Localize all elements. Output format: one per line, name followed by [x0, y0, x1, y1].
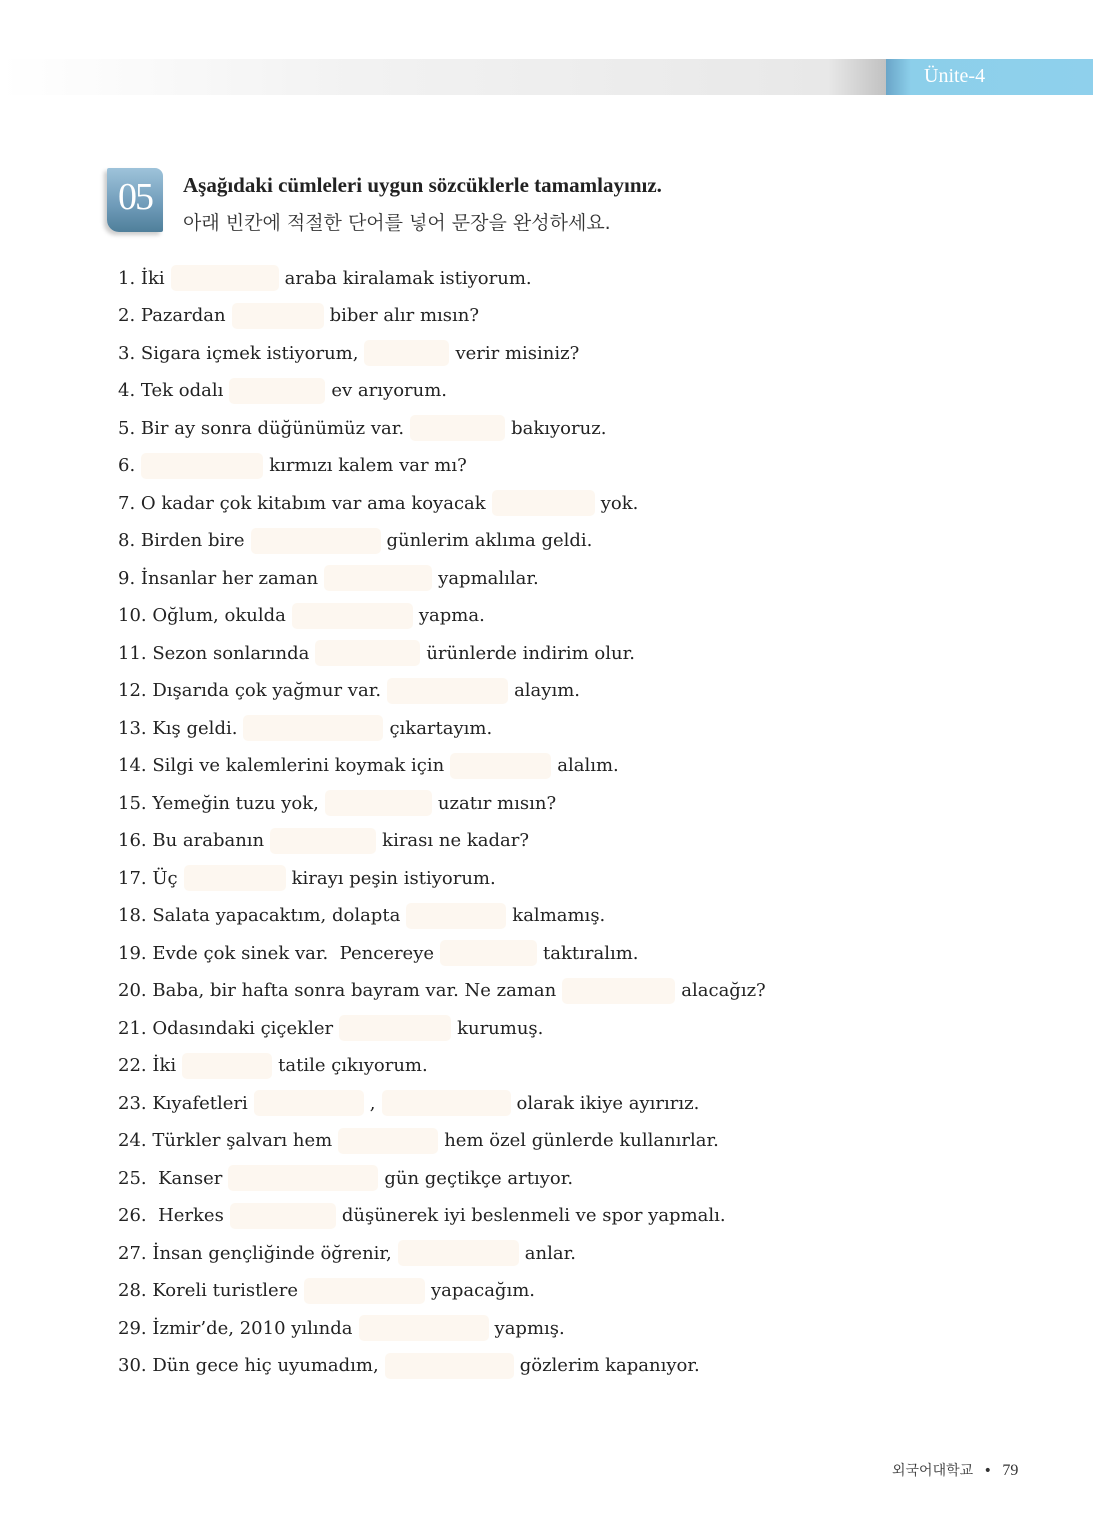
item-text: yok. — [600, 492, 639, 514]
answer-blank[interactable] — [492, 490, 595, 516]
item-text: alalım. — [557, 755, 619, 776]
item-text: yapma. — [418, 605, 485, 626]
footer-separator: • — [983, 1463, 992, 1479]
exercise-item — [118, 339, 579, 367]
item-text: gözlerim kapanıyor. — [519, 1355, 700, 1376]
item-text: çıkartayım. — [389, 717, 493, 739]
answer-blank[interactable] — [562, 978, 675, 1004]
exercise-item — [118, 1014, 543, 1042]
item-text: , — [369, 1092, 376, 1114]
exercise-item — [118, 1089, 699, 1117]
item-text: 30. Dün gece hiç uyumadım, — [118, 1355, 379, 1376]
item-text: 2. Pazardan — [118, 305, 226, 326]
item-text: biber alır mısın? — [329, 305, 480, 326]
exercise-item — [118, 977, 766, 1005]
item-text: 19. Evde çok sinek var. Pencereye — [118, 942, 435, 964]
exercise-item — [118, 489, 638, 517]
item-text: 17. Üç — [118, 867, 178, 889]
answer-blank[interactable] — [232, 303, 324, 329]
item-text: kurumuş. — [457, 1017, 544, 1039]
exercise-item — [118, 864, 496, 892]
exercise-item — [118, 264, 532, 292]
answer-blank[interactable] — [398, 1240, 519, 1266]
item-text: 18. Salata yapacaktım, dolapta — [118, 905, 401, 926]
exercise-item — [118, 1239, 576, 1267]
item-text: 3. Sigara içmek istiyorum, — [118, 342, 359, 364]
answer-blank[interactable] — [270, 828, 376, 854]
item-text: anlar. — [524, 1242, 576, 1264]
exercise-item — [118, 1277, 535, 1305]
exercise-item — [118, 752, 619, 780]
item-text: uzatır mısın? — [437, 792, 557, 814]
answer-blank[interactable] — [338, 1128, 438, 1154]
item-text: yapmış. — [494, 1317, 565, 1339]
answer-blank[interactable] — [171, 265, 279, 291]
exercise-item — [118, 377, 447, 405]
exercise-number: 05 — [118, 176, 152, 218]
item-text: 8. Birden bire — [118, 530, 245, 551]
item-text: 29. İzmir’de, 2010 yılında — [118, 1317, 353, 1339]
answer-blank[interactable] — [387, 678, 508, 704]
answer-blank[interactable] — [141, 453, 263, 479]
exercise-title: Aşağıdaki cümleleri uygun sözcüklerle tamamlayınız. — [183, 173, 662, 197]
item-text: kirayı peşin istiyorum. — [291, 867, 496, 889]
answer-blank[interactable] — [292, 603, 413, 629]
item-text: 9. İnsanlar her zaman — [118, 567, 319, 589]
item-text: alacağız? — [681, 980, 766, 1001]
item-text: kalmamış. — [512, 905, 606, 926]
answer-blank[interactable] — [184, 865, 286, 891]
item-text: kirası ne kadar? — [382, 830, 529, 851]
answer-blank[interactable] — [385, 1353, 514, 1379]
item-text: günlerim aklıma geldi. — [386, 530, 593, 551]
item-text: 24. Türkler şalvarı hem — [118, 1130, 333, 1151]
answer-blank[interactable] — [406, 903, 506, 929]
exercise-item — [118, 414, 606, 442]
exercise-item — [118, 564, 539, 592]
answer-blank[interactable] — [228, 1165, 378, 1191]
item-text: gün geçtikçe artıyor. — [384, 1167, 574, 1189]
answer-blank[interactable] — [182, 1053, 272, 1079]
item-text: 15. Yemeğin tuzu yok, — [118, 792, 319, 814]
item-text: 7. O kadar çok kitabım var ama koyacak — [118, 492, 486, 514]
item-text: 6. — [118, 455, 136, 476]
exercise-item — [118, 677, 580, 705]
item-text: bakıyoruz. — [511, 417, 607, 439]
item-text: 13. Kış geldi. — [118, 717, 238, 739]
answer-blank[interactable] — [339, 1015, 451, 1041]
item-text: yapacağım. — [430, 1280, 536, 1301]
item-text: 10. Oğlum, okulda — [118, 605, 286, 626]
answer-blank[interactable] — [325, 790, 432, 816]
unit-tab — [886, 59, 1093, 95]
answer-blank[interactable] — [304, 1278, 425, 1304]
item-text: 25. Kanser — [118, 1167, 223, 1189]
item-text: düşünerek iyi beslenmeli ve spor yapmalı. — [341, 1205, 726, 1226]
answer-blank[interactable] — [243, 715, 383, 741]
answer-blank[interactable] — [254, 1090, 364, 1116]
item-text: 12. Dışarıda çok yağmur var. — [118, 680, 382, 701]
exercise-item — [118, 1314, 565, 1342]
exercise-item — [118, 789, 556, 817]
item-text: 14. Silgi ve kalemlerini koymak için — [118, 755, 445, 776]
item-text: 21. Odasındaki çiçekler — [118, 1017, 334, 1039]
item-text: 27. İnsan gençliğinde öğrenir, — [118, 1242, 392, 1264]
answer-blank[interactable] — [450, 753, 551, 779]
item-text: ev arıyorum. — [331, 380, 448, 401]
exercise-item — [118, 639, 635, 667]
answer-blank[interactable] — [440, 940, 537, 966]
item-text: 11. Sezon sonlarında — [118, 642, 310, 664]
answer-blank[interactable] — [251, 528, 381, 554]
item-text: 20. Baba, bir hafta sonra bayram var. Ne zaman — [118, 980, 557, 1001]
answer-blank[interactable] — [315, 640, 420, 666]
exercise-number-badge — [107, 168, 163, 232]
answer-blank[interactable] — [324, 565, 432, 591]
exercise-item — [118, 602, 485, 630]
item-text: 1. İki — [118, 267, 165, 289]
item-text: kırmızı kalem var mı? — [269, 455, 467, 476]
unit-label: Ünite-4 — [924, 65, 986, 87]
answer-blank[interactable] — [410, 415, 505, 441]
exercise-item — [118, 902, 605, 930]
item-text: verir misiniz? — [455, 342, 580, 364]
exercise-item — [118, 939, 639, 967]
exercise-item — [118, 714, 492, 742]
item-text: 16. Bu arabanın — [118, 830, 265, 851]
item-text: olarak ikiye ayırırız. — [516, 1092, 700, 1114]
item-text: tatile çıkıyorum. — [278, 1055, 428, 1076]
item-text: ürünlerde indirim olur. — [426, 642, 635, 664]
item-text: hem özel günlerde kullanırlar. — [444, 1130, 719, 1151]
item-text: alayım. — [514, 680, 580, 701]
page-footer — [892, 1460, 1018, 1480]
answer-blank[interactable] — [382, 1090, 511, 1116]
item-text: 5. Bir ay sonra düğünümüz var. — [118, 417, 405, 439]
exercise-item — [118, 527, 592, 555]
item-text: araba kiralamak istiyorum. — [284, 267, 532, 289]
answer-blank[interactable] — [359, 1315, 489, 1341]
item-text: 28. Koreli turistlere — [118, 1280, 298, 1301]
header-bar — [0, 59, 890, 95]
exercise-item — [118, 1164, 573, 1192]
item-text: 4. Tek odalı — [118, 380, 224, 401]
answer-blank[interactable] — [229, 378, 325, 404]
item-text: 23. Kıyafetleri — [118, 1092, 248, 1114]
exercise-item — [118, 1352, 700, 1380]
answer-blank[interactable] — [230, 1203, 336, 1229]
item-text: yapmalılar. — [438, 567, 539, 589]
school-name: 외국어대학교 — [892, 1463, 974, 1479]
exercise-item — [118, 302, 479, 330]
exercise-item — [118, 1127, 719, 1155]
item-text: 26. Herkes — [118, 1205, 224, 1226]
exercise-subtitle: 아래 빈칸에 적절한 단어를 넣어 문장을 완성하세요. — [183, 212, 611, 234]
item-text: 22. İki — [118, 1055, 177, 1076]
exercise-item — [118, 1202, 726, 1230]
item-text: taktıralım. — [543, 942, 639, 964]
answer-blank[interactable] — [364, 340, 449, 366]
exercise-item — [118, 452, 467, 480]
exercise-item — [118, 1052, 428, 1080]
exercise-item — [118, 827, 529, 855]
page-number: 79 — [1002, 1462, 1019, 1479]
